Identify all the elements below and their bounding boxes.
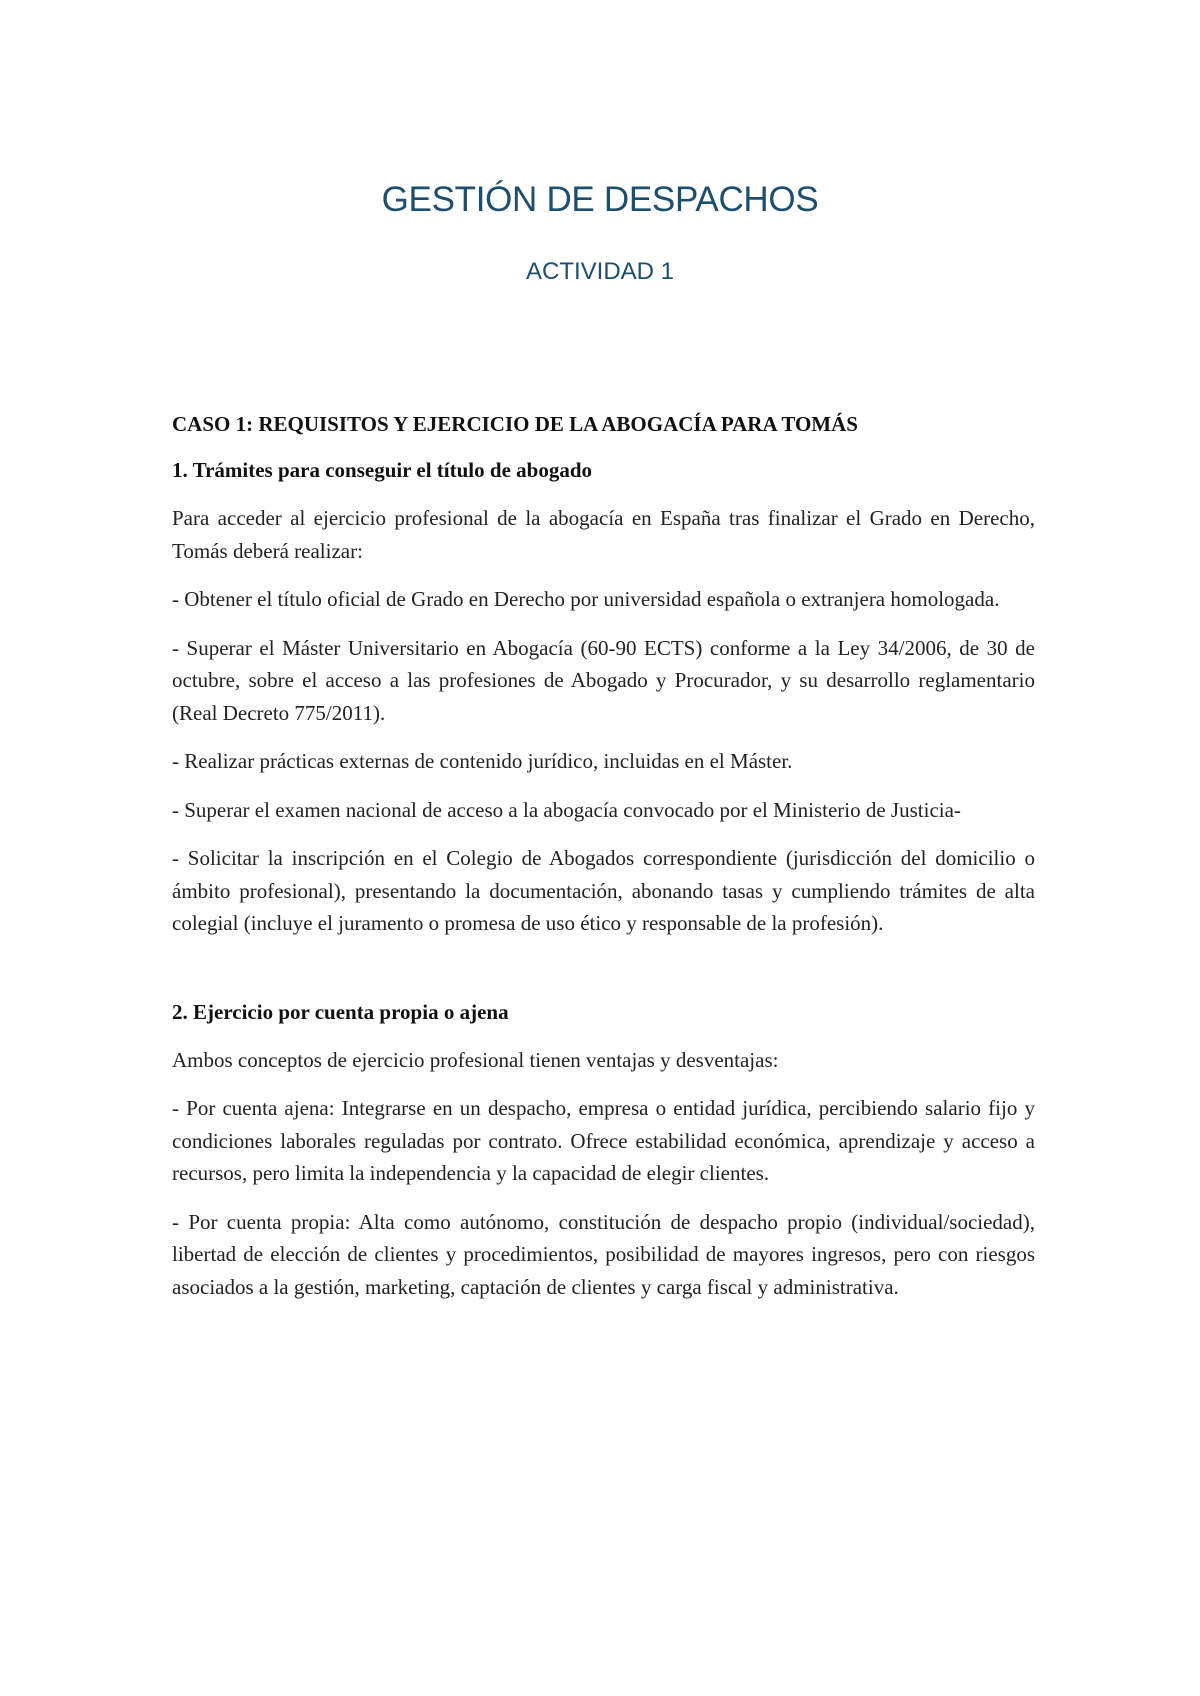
document-body [172,408,1035,1319]
section-1-item: - Obtener el título oficial de Grado en Derecho por universidad española o extranjera homologada. [172,587,1000,611]
section-1-item: - Realizar prácticas externas de contenido jurídico, incluidas en el Máster. [172,749,793,773]
section-2-item: - Por cuenta ajena: Integrarse en un despacho, empresa o entidad jurídica, percibiendo salario fijo y condiciones laborales reguladas por contrato. Ofrece estabilidad económica, aprendizaje y acceso a recursos, pero limita la independencia y la capacidad de elegir clientes. [172,1096,1035,1185]
document-subtitle: ACTIVIDAD 1 [525,258,675,285]
section-1-heading: 1. Trámites para conseguir el título de abogado [172,458,592,482]
case-heading: CASO 1: REQUISITOS Y EJERCICIO DE LA ABOGACÍA PARA TOMÁS [172,412,858,436]
section-2-item: - Por cuenta propia: Alta como autónomo, constitución de despacho propio (individual/sociedad), libertad de elección de clientes y procedimientos, posibilidad de mayores ingresos, pero con riesgos asociados a la gestión, marketing, captación de clientes y carga fiscal y administrativa. [172,1209,1035,1299]
section-2-heading: 2. Ejercicio por cuenta propia o ajena [172,999,509,1024]
section-1-item: - Solicitar la inscripción en el Colegio de Abogados correspondiente (jurisdicción del domicilio o ámbito profesional), presentando la documentación, abonando tasas y cumpliendo trámites de alta colegial (incluye el juramento o promesa de uso ético y responsable de la profesión). [172,846,1035,935]
section-1-intro: Para acceder al ejercicio profesional de la abogacía en España tras finalizar el Grado en Derecho, Tomás deberá realizar: [172,506,1035,563]
section-2-intro: Ambos conceptos de ejercicio profesional tienen ventajas y desventajas: [172,1047,779,1072]
document-title: GESTIÓN DE DESPACHOS [381,180,819,219]
section-1-item: - Superar el examen nacional de acceso a la abogacía convocado por el Ministerio de Justicia- [172,797,961,822]
section-spacer [172,956,1035,996]
section-1-item: - Superar el Máster Universitario en Abogacía (60-90 ECTS) conforme a la Ley 34/2006, de 30 de octubre, sobre el acceso a las profesiones de Abogado y Procurador, y su desarrollo reglamentario (Real Decreto 775/2011). [172,635,1035,725]
